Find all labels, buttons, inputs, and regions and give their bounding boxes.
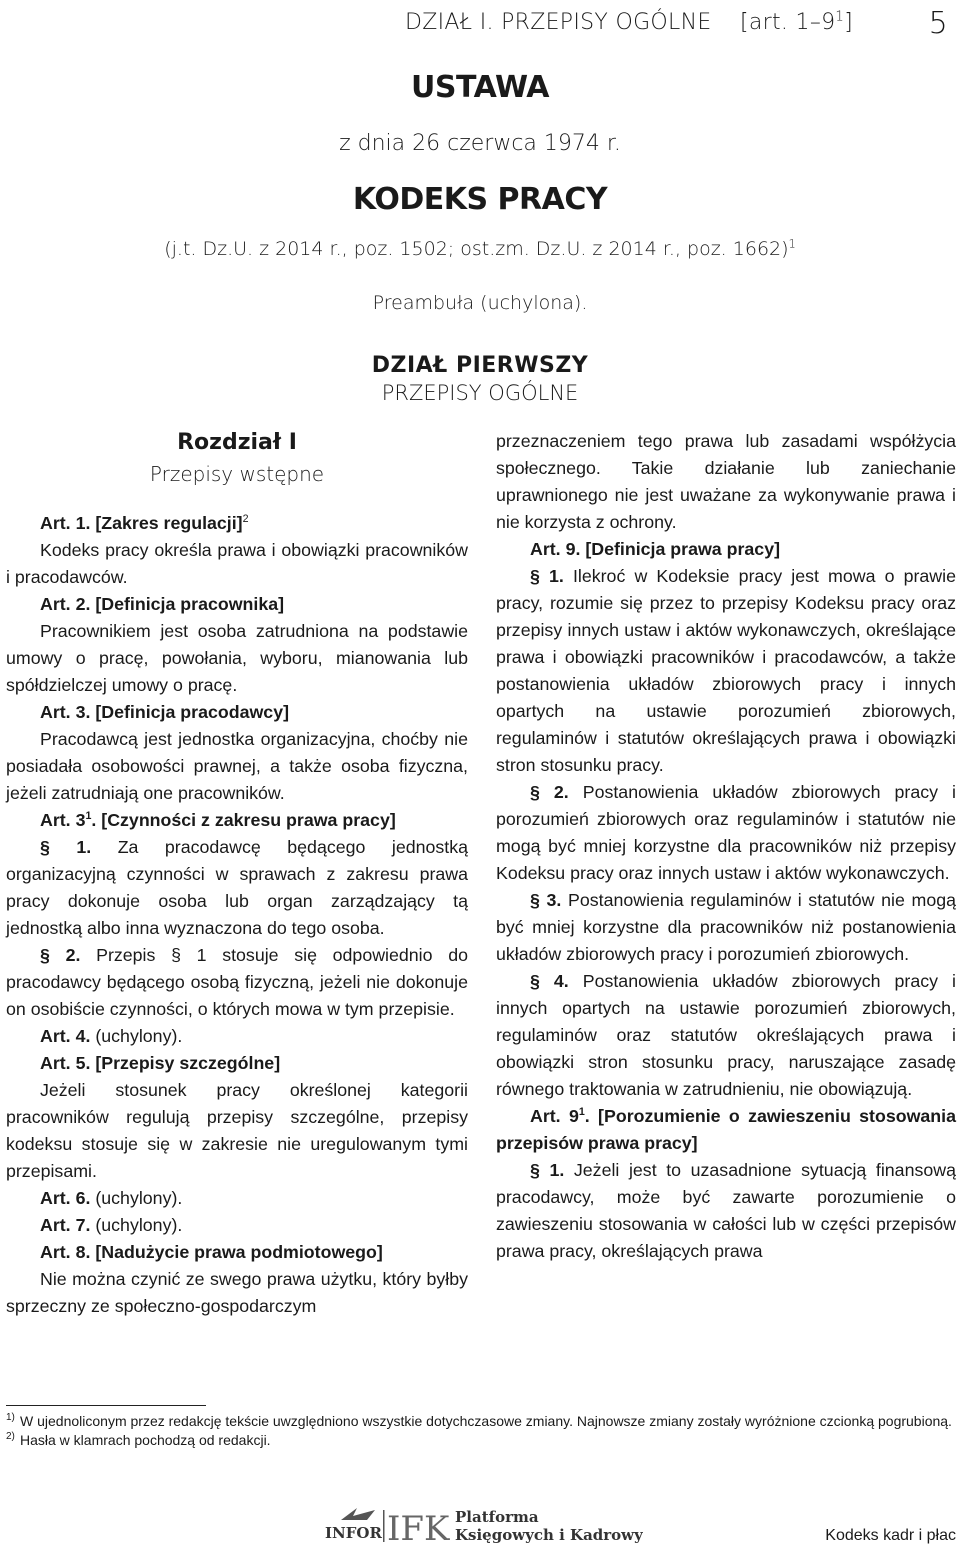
- article-5-text: Jeżeli stosunek pracy określonej kategorii pracowników regulują przepisy szczególne, przepisy kodeksu stosuje się w zakresie nie uregulowanym tymi przepisami.: [6, 1080, 468, 1181]
- article-9-heading: Art. 9. [Definicja prawa pracy]: [530, 539, 781, 559]
- footer-publication-name: Kodeks kadr i płac: [825, 1527, 956, 1544]
- publisher-logo: [323, 1500, 643, 1544]
- logo-mark-icon: [323, 1500, 643, 1544]
- article-9-1-heading: Art. $9^1$. [Porozumienie o zawieszeniu stosowania przepisów prawa pracy]: [496, 1106, 956, 1153]
- article-2-text: Pracownikiem jest osoba zatrudniona na podstawie umowy o pracę, powołania, wyboru, mianowania lub spółdzielczej umowy o pracę.: [6, 621, 468, 695]
- article-9-1-paragraph-1: § 1. Jeżeli jest to uzasadnione sytuacją finansową pracodawcy, może być zawarte porozumienie o zawieszeniu stosowania w całości lub w części przepisów prawa pracy, określających prawa: [496, 1160, 956, 1261]
- article-2-heading: Art. 2. [Definicja pracownika]: [40, 594, 285, 614]
- article-8-text: Nie można czynić ze swego prawa użytku, który byłby sprzeczny ze społeczno-gospodarczym: [6, 1269, 468, 1316]
- right-column: [496, 428, 956, 1265]
- division-subtitle: PRZEPISY OGÓLNE: [381, 381, 579, 405]
- article-7: Art. 7. (uchylony).: [40, 1215, 183, 1235]
- chapter-heading: [6, 428, 468, 490]
- running-header: [405, 6, 948, 40]
- chapter-title: Rozdział I: [177, 430, 297, 455]
- svg-text:IFK: IFK: [387, 1509, 450, 1544]
- article-3-heading: Art. 3. [Definicja pracodawcy]: [40, 702, 290, 722]
- svg-text:Księgowych i Kadrowych: Księgowych i Kadrowych: [455, 1526, 643, 1544]
- article-3-1-paragraph-1: § 1. Za pracodawcę będącego jednostką organizacyjną czynności w sprawach z zakresu prawa pracy dokonuje osoba lub organ zarządzający tą jednostką albo inna wyznaczona do tego osoba.: [6, 837, 468, 938]
- article-8-text-continued: przeznaczeniem tego prawa lub zasadami współżycia społecznego. Takie działanie lub zaniechanie uprawnionego nie jest uważane za wykonywanie prawa i nie korzysta z ochrony.: [496, 431, 956, 532]
- article-1-text: Kodeks pracy określa prawa i obowiązki pracowników i pracodawców.: [6, 540, 468, 587]
- footnotes: [6, 1412, 956, 1450]
- division-heading: DZIAŁ PIERWSZY: [371, 353, 589, 378]
- article-3-1-paragraph-2: § 2. Przepis § 1 stosuje się odpowiednio do pracodawcy będącego osobą fizyczną, jeżeli nie dokonuje on osobiście czynności, o których mowa w tym przepisie.: [6, 945, 468, 1019]
- chapter-subtitle: Przepisy wstępne: [149, 462, 325, 486]
- act-name-heading: KODEKS PRACY: [352, 182, 608, 217]
- left-column: [6, 428, 468, 1320]
- article-4: Art. 4. (uchylony).: [40, 1026, 183, 1046]
- act-date: z dnia 26 czerwca 1974 r.: [339, 131, 621, 156]
- svg-text:Platforma: Platforma: [455, 1508, 539, 1526]
- preamble-note: Preambuła (uchylona).: [372, 292, 588, 314]
- footnote-2: 2) Hasła w klamrach pochodzą od redakcji.: [6, 1431, 271, 1448]
- article-3-1-heading: Art. $3^1$. [Czynności z zakresu prawa pracy]: [40, 810, 396, 830]
- article-9-paragraph-4: § 4. Postanowienia układów zbiorowych pracy i innych opartych na ustawie porozumień zbiorowych, regulaminów oraz statutów określających prawa i obowiązki stron stosunku pracy, naruszające zasadę równego traktowania w zatrudnieniu, nie obowiązują.: [496, 971, 956, 1099]
- footnote-separator: [6, 1405, 206, 1406]
- act-source: (j.t. Dz.U. z 2014 r., poz. 1502; ost.zm. Dz.U. z 2014 r., poz. 1662)$^1$: [164, 236, 796, 260]
- running-header-articles: [art. $1-9^1$]: [740, 9, 854, 35]
- article-5-heading: Art. 5. [Przepisy szczególne]: [40, 1053, 281, 1073]
- running-header-section: DZIAŁ I. PRZEPISY OGÓLNE: [405, 10, 712, 35]
- svg-text:INFOR: INFOR: [325, 1524, 382, 1542]
- article-3-text: Pracodawcą jest jednostka organizacyjna, choćby nie posiadała osobowości prawnej, a także osoba fizyczna, jeżeli zatrudniają one pracowników.: [6, 729, 468, 803]
- article-8-heading: Art. 8. [Nadużycie prawa podmiotowego]: [40, 1242, 383, 1262]
- act-type-heading: USTAWA: [411, 70, 549, 105]
- footnote-1: 1) W ujednoliconym przez redakcję tekście uwzględniono wszystkie dotychczasowe zmiany. Najnowsze zmiany zostały wyróżnione czcionką pogrubioną.: [6, 1412, 952, 1429]
- article-1-heading: Art. 1. [Zakres regulacji]$^2$: [40, 513, 249, 533]
- page-number: 5: [928, 6, 948, 41]
- article-9-paragraph-1: § 1. Ilekroć w Kodeksie pracy jest mowa o prawie pracy, rozumie się przez to przepisy Kodeksu pracy oraz przepisy innych ustaw i aktów wykonawczych, określające prawa i obowiązki pracowników i pracodawców, a także postanowienia układów zbiorowych pracy i innych opartych na ustawie porozumień zbiorowych, regulaminów i statutów określających prawa i obowiązki stron stosunku pracy.: [496, 566, 956, 775]
- article-9-paragraph-3: § 3. Postanowienia regulaminów i statutów nie mogą być mniej korzystne dla pracowników niż postanowienia układów zbiorowych pracy i porozumień zbiorowych.: [496, 890, 956, 964]
- article-9-paragraph-2: § 2. Postanowienia układów zbiorowych pracy i porozumień zbiorowych oraz regulaminów i statutów nie mogą być mniej korzystne dla pracowników niż przepisy Kodeksu pracy oraz innych ustaw i aktów wykonawczych.: [496, 782, 956, 883]
- article-6: Art. 6. (uchylony).: [40, 1188, 183, 1208]
